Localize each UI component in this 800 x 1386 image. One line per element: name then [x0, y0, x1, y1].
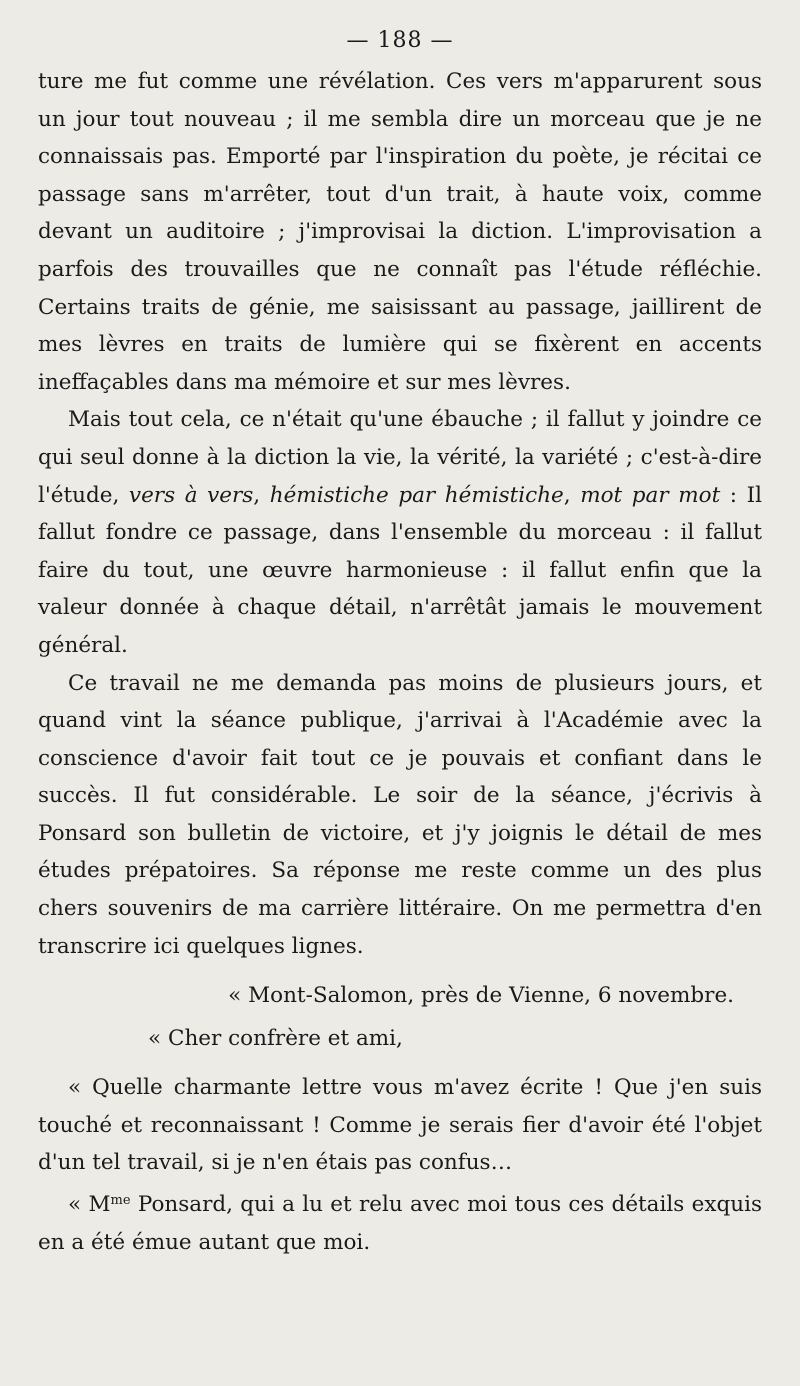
paragraph-2 [38, 401, 762, 664]
paragraph-2-italic-1: vers à vers [128, 482, 254, 508]
letter-paragraph-2-rest: Ponsard, qui a lu et relu avec moi tous ces détails exquis en a été émue autant que moi. [38, 1192, 762, 1255]
letter-salutation: « Cher confrère et ami, [148, 1026, 403, 1052]
paragraph-3: Ce travail ne me demanda pas moins de plusieurs jours, et quand vint la séance publique, j'arrivai à l'Académie avec la conscience d'avoir fait tout ce je pouvais et confiant dans le succès. Il fut considérable. Le soir de la séance, j'écrivis à Ponsard son bulletin de victoire, et j'y joignis le détail de mes études prépatoires. Sa réponse me reste comme un des plus chers souvenirs de ma carrière littéraire. On me permettra d'en transcrire ici quelques lignes. [38, 670, 762, 959]
paragraph-2-text-d: : Il fallut fondre ce passage, dans l'ensemble du morceau : il fallut faire du tout, une œuvre harmonieuse : il fallut enfin que la valeur donnée à chaque détail, n'arrêtât jamais le mouvement général. [38, 482, 763, 658]
paragraph-2-text-b: , [253, 482, 270, 508]
paragraph-2-italic-3: mot par mot [580, 482, 721, 508]
letter-paragraph-2-prefix: « M [68, 1192, 111, 1218]
page-number: — 188 — [346, 28, 454, 53]
paragraph-2-italic-2: hémistiche par hémistiche [269, 482, 564, 508]
letter-paragraph-1: « Quelle charmante lettre vous m'avez écrite ! Que j'en suis touché et reconnaissant ! Comme je serais fier d'avoir été l'objet d'un tel travail, si je n'en étais pas confus… [38, 1075, 762, 1176]
letter-paragraph-2-superscript: me [110, 1193, 131, 1209]
paragraph-1: ture me fut comme une révélation. Ces vers m'apparurent sous un jour tout nouveau ; il me sembla dire un morceau que je ne connaissais pas. Emporté par l'inspiration du poète, je récitai ce passage sans m'arrêter, tout d'un trait, à haute voix, comme devant un auditoire ; j'improvisai la diction. L'improvisation a parfois des trouvailles que ne connaît pas l'étude réfléchie. Certains traits de génie, me saisissant au passage, jaillirent de mes lèvres en traits de lumière qui se fixèrent en accents ineffaçables dans ma mémoire et sur mes lèvres. [38, 69, 762, 395]
letter-address: « Mont-Salomon, près de Vienne, 6 novembre. [228, 983, 734, 1009]
paragraph-2-text-a: Mais tout cela, ce n'était qu'une ébauche ; il fallut y joindre ce qui seul donne à la diction la vie, la vérité, la variété ; c'est-à-dire l'étude, [38, 407, 762, 508]
letter-paragraph-2 [38, 1182, 762, 1261]
page-body [38, 63, 762, 965]
paragraph-2-text-c: , [563, 482, 581, 508]
